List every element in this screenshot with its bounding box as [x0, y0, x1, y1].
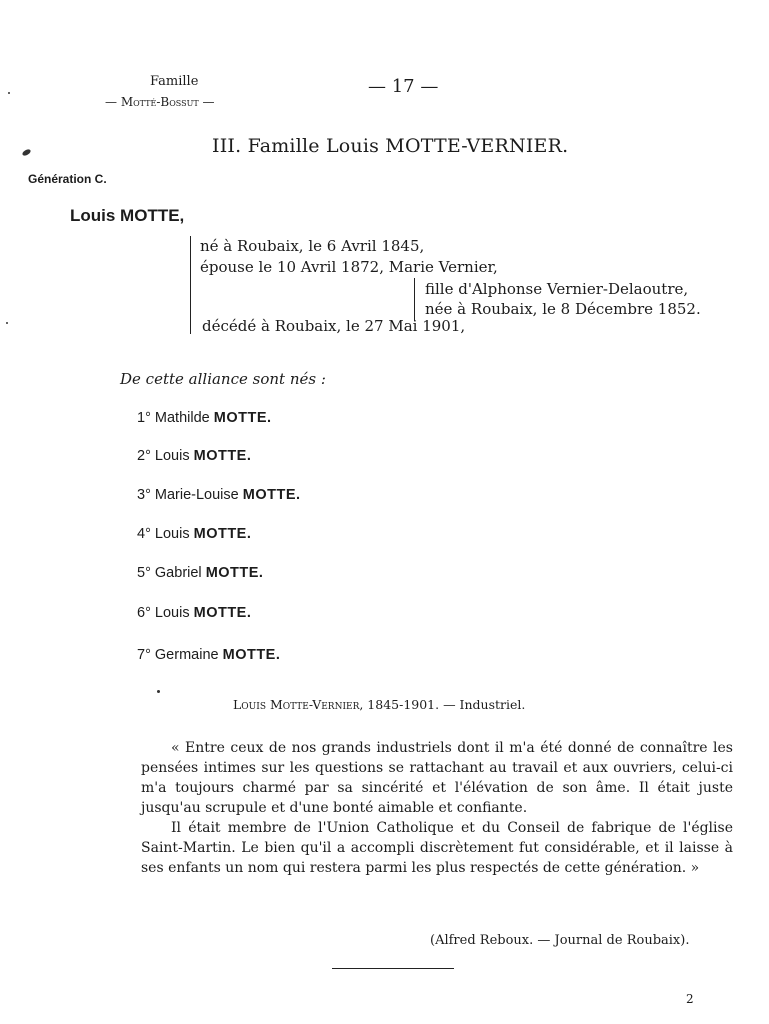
child-item: [137, 410, 272, 426]
page-title: III. Famille Louis MOTTE-VERNIER.: [212, 135, 569, 157]
page-number: — 17 —: [368, 76, 439, 97]
birth-line: né à Roubaix, le 6 Avril 1845,: [200, 237, 425, 255]
child-first-name: Louis: [154, 605, 194, 621]
scan-speck: [21, 148, 31, 157]
child-first-name: Gabriel: [154, 565, 206, 581]
child-item: [137, 487, 301, 503]
head-name: Louis MOTTE,: [70, 206, 185, 225]
child-surname: MOTTE.: [222, 647, 281, 663]
bracket-line-wife: [414, 278, 415, 321]
wife-birth-line: née à Roubaix, le 8 Décembre 1852.: [425, 300, 701, 318]
child-surname: MOTTE.: [193, 526, 252, 542]
quote-paragraph-2: Il était membre de l'Union Catholique et du Conseil de fabrique de l'église Saint-Martin. Le bien qu'il a accompli discrètement fut considérable, et il laisse à ses enfants un nom qui restera parmi les plus respectés de cette génération. »: [141, 820, 733, 876]
caption-rest: , 1845-1901. — Industriel.: [359, 697, 526, 712]
child-ordinal: 6°: [137, 605, 155, 621]
child-ordinal: 4°: [137, 526, 155, 542]
child-surname: MOTTE.: [242, 487, 301, 503]
child-ordinal: 3°: [137, 487, 155, 503]
scan-speck: [8, 92, 10, 94]
wife-father-line: fille d'Alphonse Vernier-Delaoutre,: [425, 280, 689, 298]
child-surname: MOTTE.: [193, 605, 252, 621]
child-item: [137, 605, 251, 621]
scan-speck: [6, 322, 8, 324]
child-first-name: Louis: [154, 526, 194, 542]
child-item: [137, 565, 263, 581]
child-ordinal: 7°: [137, 647, 155, 663]
quote-source: (Alfred Reboux. — Journal de Roubaix).: [430, 933, 690, 948]
divider: [332, 968, 454, 969]
child-surname: MOTTE.: [213, 410, 272, 426]
family-label: Famille: [150, 74, 199, 89]
child-first-name: Germaine: [154, 647, 223, 663]
child-surname: MOTTE.: [193, 448, 252, 464]
child-first-name: Louis: [154, 448, 194, 464]
child-item: [137, 526, 251, 542]
quote-paragraph-1: « Entre ceux de nos grands industriels dont il m'a été donné de connaître les pensées intimes sur les questions se rattachant au travail et aux ouvriers, celui-ci m'a toujours charmé par sa sincérité et l'élévation de son âme. Il était juste jusqu'au scrupule et d'une bonté aimable et confiante.: [141, 740, 733, 816]
child-ordinal: 5°: [137, 565, 155, 581]
family-name: — Motté-Bossut —: [105, 95, 215, 109]
alliance-intro: De cette alliance sont nés :: [120, 370, 326, 388]
scan-speck: [157, 690, 160, 693]
sheet-number: 2: [686, 992, 694, 1006]
death-line: décédé à Roubaix, le 27 Mai 1901,: [202, 317, 466, 335]
generation-label: Génération C.: [28, 172, 107, 186]
child-item: [137, 647, 280, 663]
child-first-name: Mathilde: [154, 410, 214, 426]
tribute-quote: [141, 738, 733, 878]
marriage-line: épouse le 10 Avril 1872, Marie Vernier,: [200, 258, 498, 276]
child-item: [137, 448, 251, 464]
child-ordinal: 2°: [137, 448, 155, 464]
portrait-caption: [233, 697, 525, 712]
child-surname: MOTTE.: [205, 565, 264, 581]
caption-name: Louis Motte-Vernier: [233, 697, 360, 712]
bracket-line: [190, 236, 191, 334]
child-ordinal: 1°: [137, 410, 155, 426]
child-first-name: Marie-Louise: [154, 487, 243, 503]
